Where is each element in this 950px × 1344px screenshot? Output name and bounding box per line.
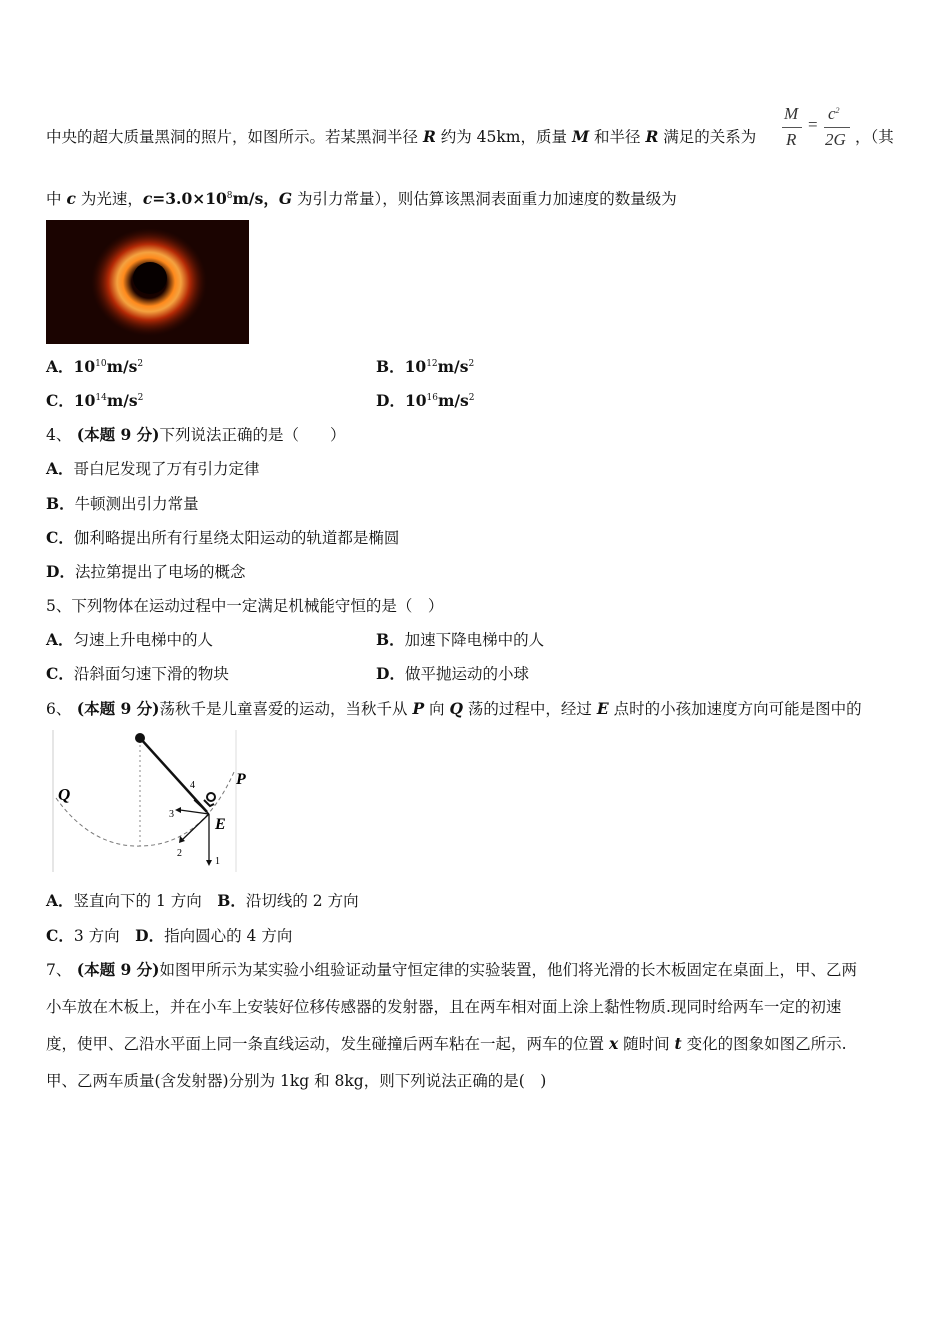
- formula-den-right: 2G: [825, 130, 846, 149]
- q7-stem-line2: 小车放在木板上，并在小车上安装好位移传感器的发射器，且在两车相对面上涂上黏性物质.现同时给两车一定的初速: [46, 998, 842, 1016]
- q4-option-b[interactable]: B．牛顿测出引力常量: [46, 494, 199, 513]
- label-1: 1: [215, 856, 220, 867]
- label-3: 3: [169, 809, 174, 820]
- child-head: [207, 793, 215, 801]
- swing-arc: [56, 772, 234, 846]
- black-hole-shadow: [133, 262, 167, 294]
- formula-den-left: R: [786, 130, 797, 149]
- label-4: 4: [190, 780, 195, 791]
- formula-equals: =: [808, 115, 818, 134]
- black-hole-photo: [46, 220, 249, 344]
- q6-options-row2: [46, 926, 292, 946]
- var-R: R: [422, 127, 436, 146]
- label-P: P: [236, 771, 246, 788]
- q6-options-row1: [46, 891, 359, 911]
- q3-stem-line1-tail: ，（其: [855, 128, 894, 146]
- q6-option-c[interactable]: C．3 方向: [46, 926, 120, 945]
- q5-option-a[interactable]: A．匀速上升电梯中的人: [46, 630, 214, 649]
- var-M: M: [571, 127, 590, 146]
- q6-option-b[interactable]: B．沿切线的 2 方向: [217, 891, 359, 910]
- q5-option-d[interactable]: D．做平抛运动的小球: [376, 664, 529, 683]
- label-Q: Q: [58, 785, 71, 804]
- label-E: E: [215, 816, 226, 833]
- q7-stem-line1: 7、 (本题 9 分)如图甲所示为某实验小组验证动量守恒定律的实验装置，他们将光滑的长木板固定在桌面上，甲、乙两: [46, 960, 858, 979]
- q5-option-b[interactable]: B．加速下降电梯中的人: [376, 630, 545, 649]
- swing-diagram: [52, 728, 246, 874]
- q4-option-a[interactable]: A．哥白尼发现了万有引力定律: [46, 459, 260, 478]
- formula-bar-left: [782, 127, 802, 128]
- q4-option-d[interactable]: D．法拉第提出了电场的概念: [46, 562, 246, 581]
- q3-option-c[interactable]: C．$10^{14}m/s^2$: [46, 391, 144, 410]
- q5-option-c[interactable]: C．沿斜面匀速下滑的物块: [46, 664, 229, 683]
- q6-option-a[interactable]: A．竖直向下的 1 方向: [46, 891, 202, 910]
- arrow-2: [182, 814, 209, 840]
- q3-option-d[interactable]: D．$10^{16}m/s^2$: [376, 391, 475, 410]
- formula-num-left: M: [784, 104, 799, 123]
- swing-rope: [140, 738, 207, 812]
- formula-num-right: $c^2$: [828, 104, 840, 123]
- formula-bar-right: [824, 127, 850, 128]
- q7-stem-line3: 度，使甲、乙沿水平面上同一条直线运动，发生碰撞后两车粘在一起，两车的位置 x 随时间 t 变化的图象如图乙所示.: [46, 1034, 847, 1053]
- q3-stem-line1: 中央的超大质量黑洞的照片，如图所示。若某黑洞半径 R 约为 45km，质量 M 和半径 R 满足的关系为: [46, 127, 757, 146]
- q6-stem: 6、 (本题 9 分)荡秋千是儿童喜爱的运动，当秋千从 P 向 Q 荡的过程中，经过 E 点时的小孩加速度方向可能是图中的: [46, 699, 862, 718]
- var-R-2: R: [645, 127, 659, 146]
- q3-option-b[interactable]: B．$10^{12}m/s^2$: [376, 357, 475, 376]
- q4-option-c[interactable]: C．伽利略提出所有行星绕太阳运动的轨道都是椭圆: [46, 528, 400, 547]
- label-2: 2: [177, 848, 182, 859]
- q5-stem: 5、下列物体在运动过程中一定满足机械能守恒的是（ ）: [46, 597, 444, 615]
- q3-option-a[interactable]: A．$10^{10}m/s^2$: [46, 357, 144, 376]
- q4-stem: 4、 (本题 9 分)下列说法正确的是（ ）: [46, 425, 346, 444]
- q6-option-d[interactable]: D．指向圆心的 4 方向: [135, 926, 293, 945]
- q7-stem-line4: 甲、乙两车质量(含发射器)分别为 1kg 和 8kg，则下列说法正确的是( ): [46, 1072, 547, 1090]
- q3-stem-line2: 中 c 为光速，$c=3.0\times 10^8m/s$，G 为引力常量），则估算该黑洞表面重力加速度的数量级为: [46, 189, 677, 208]
